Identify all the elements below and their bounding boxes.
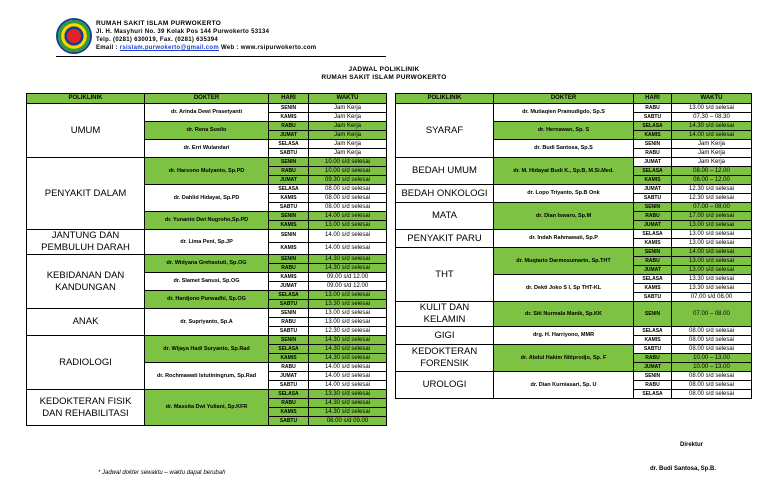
schedule-day: JUMAT xyxy=(634,185,672,194)
schedule-day: RABU xyxy=(269,363,309,372)
schedule-day: KAMIS xyxy=(634,336,672,345)
schedule-time: 07.00 – 08.00 xyxy=(672,302,752,327)
poliklinik-name: KEDOKTERAN FISIK DAN REHABILITASI xyxy=(27,390,145,426)
schedule-table-left xyxy=(26,93,387,426)
schedule-time: 14.00 s/d selesai xyxy=(309,372,387,381)
doctor-name: dr. Yunanto Dwi Nugroho,Sp.PD xyxy=(145,212,269,230)
poliklinik-name: SYARAF xyxy=(396,104,494,158)
poliklinik-name: BEDAH UMUM xyxy=(396,158,494,185)
schedule-day: RABU xyxy=(634,257,672,266)
email-link[interactable]: rsislam.purwokerto@gmail.com xyxy=(119,45,220,51)
col-poliklinik: POLIKLINIK xyxy=(27,94,145,104)
schedule-time: Jam Kerja xyxy=(672,140,752,149)
poliklinik-name: RADIOLOGI xyxy=(27,336,145,390)
schedule-time: 14.00 s/d selesai xyxy=(309,363,387,372)
doctor-name: dr. Dian Iswaro, Sp.M xyxy=(494,203,634,230)
schedule-row xyxy=(27,336,387,345)
schedule-day: RABU xyxy=(634,212,672,221)
schedule-day: SELASA xyxy=(634,230,672,239)
poliklinik-name: KULIT DAN KELAMIN xyxy=(396,302,494,327)
schedule-day: SENIN xyxy=(269,230,309,243)
schedule-time: 13.00 s/d selesai xyxy=(309,221,387,230)
schedule-time: 13.00 s/d selesai xyxy=(672,221,752,230)
footnote: * Jadwal dokter sewaktu – waktu dapat berubah xyxy=(98,470,226,476)
col-dokter: DOKTER xyxy=(494,94,634,104)
poliklinik-name: KEBIDANAN DAN KANDUNGAN xyxy=(27,255,145,309)
schedule-row xyxy=(27,230,387,243)
schedule-day: SENIN xyxy=(269,104,309,113)
schedule-day: KAMIS xyxy=(269,273,309,282)
schedule-time: Jam Kerja xyxy=(309,113,387,122)
schedule-day: SABTU xyxy=(634,345,672,354)
schedule-row xyxy=(396,302,752,327)
doctor-name: dr. Abdul Hakim Nitiprodjo, Sp. F xyxy=(494,345,634,372)
poliklinik-name: BEDAH ONKOLOGI xyxy=(396,185,494,203)
schedule-time: 08.00 s/d selesai xyxy=(309,194,387,203)
schedule-day: JUMAT xyxy=(269,176,309,185)
schedule-title: JADWAL POLIKLINIK xyxy=(348,66,420,73)
schedule-day: KAMIS xyxy=(634,284,672,293)
schedule-time: 08.00 s/d selesai xyxy=(672,390,752,399)
schedule-row xyxy=(396,104,752,113)
schedule-day: SABTU xyxy=(269,327,309,336)
schedule-time: 14.30 s/d selesai xyxy=(309,336,387,345)
schedule-time: 14.00 s/d selesai xyxy=(309,230,387,243)
schedule-time: Jam Kerja xyxy=(309,104,387,113)
col-poliklinik: POLIKLINIK xyxy=(396,94,494,104)
col-waktu: WAKTU xyxy=(309,94,387,104)
schedule-time: 12.30 s/d selesai xyxy=(309,327,387,336)
schedule-day: SENIN xyxy=(634,302,672,327)
poliklinik-name: JANTUNG DAN PEMBULUH DARAH xyxy=(27,230,145,255)
schedule-time: 08.00 s/d selesai xyxy=(309,185,387,194)
doctor-name: dr. Lima Peni, Sp.JP xyxy=(145,230,269,255)
schedule-time: 14.00 s/d selesai xyxy=(309,242,387,255)
doctor-name: dr. Slamet Sanusi, Sp.OG xyxy=(145,273,269,291)
schedule-row xyxy=(396,327,752,336)
schedule-row xyxy=(27,104,387,113)
schedule-time: Jam Kerja xyxy=(309,149,387,158)
schedule-day: KAMIS xyxy=(269,242,309,255)
schedule-time: 08.00 s/d selesai xyxy=(672,372,752,381)
schedule-day: SENIN xyxy=(269,336,309,345)
schedule-day: KAMIS xyxy=(269,113,309,122)
schedule-day: JUMAT xyxy=(634,221,672,230)
email-label: Email : xyxy=(96,45,118,51)
doctor-name: dr. Lopo Triyanto, Sp.B Onk xyxy=(494,185,634,203)
schedule-day: RABU xyxy=(269,264,309,273)
schedule-day: SELASA xyxy=(269,140,309,149)
schedule-time: 10.00 s/d selesai xyxy=(309,167,387,176)
hospital-logo xyxy=(56,18,92,54)
schedule-time: 14.30 s/d selesai xyxy=(309,399,387,408)
schedule-time: 14.30 s/d selesai xyxy=(309,408,387,417)
doctor-name: dr. Widyana Grehastuti, Sp.OG xyxy=(145,255,269,273)
hospital-contact xyxy=(96,44,316,52)
schedule-row xyxy=(27,390,387,399)
schedule-time: 14.30 s/d selesai xyxy=(672,122,752,131)
schedule-day: SABTU xyxy=(634,293,672,302)
doctor-name: dr. Muqtario Darmosumarto, Sp.THT xyxy=(494,248,634,275)
doctor-name: dr. Dian Kurniasari, Sp. U xyxy=(494,372,634,399)
doctor-name: dr. Erri Wulandari xyxy=(145,140,269,158)
schedule-time: 13.00 s/d selesai xyxy=(672,104,752,113)
poliklinik-name: THT xyxy=(396,248,494,302)
schedule-day: SELASA xyxy=(269,185,309,194)
doctor-name: dr. Dekti Joko S I, Sp THT-KL xyxy=(494,275,634,302)
schedule-day: KAMIS xyxy=(269,354,309,363)
schedule-day: SELASA xyxy=(269,390,309,399)
schedule-day: RABU xyxy=(634,104,672,113)
schedule-time: 10.00 – 13.00 xyxy=(672,363,752,372)
schedule-row xyxy=(27,158,387,167)
schedule-day: SABTU xyxy=(269,381,309,390)
col-hari: HARI xyxy=(269,94,309,104)
director-label: Direktur xyxy=(680,442,704,448)
doctor-name: dr. Arinda Dewi Prasetyanti xyxy=(145,104,269,122)
poliklinik-name: GIGI xyxy=(396,327,494,345)
schedule-day: SABTU xyxy=(269,417,309,426)
doctor-name: dr. Mutiaqien Pramudigdo, Sp.S xyxy=(494,104,634,122)
schedule-day: JUMAT xyxy=(269,282,309,291)
schedule-time: 08.00 s/d 09.00 xyxy=(309,417,387,426)
poliklinik-name: KEDOKTERAN FORENSIK xyxy=(396,345,494,372)
schedule-day: SABTU xyxy=(634,113,672,122)
schedule-day: KAMIS xyxy=(269,408,309,417)
schedule-time: 13.00 s/d selesai xyxy=(672,266,752,275)
schedule-day: SENIN xyxy=(634,248,672,257)
schedule-subtitle: RUMAH SAKIT ISLAM PURWOKERTO xyxy=(321,74,447,81)
schedule-day: KAMIS xyxy=(269,221,309,230)
schedule-time: 13.00 s/d selesai xyxy=(309,309,387,318)
schedule-day: KAMIS xyxy=(634,131,672,140)
schedule-time: 09.00 s/d 12.00 xyxy=(309,273,387,282)
schedule-time: 14.00 s/d selesai xyxy=(309,381,387,390)
doctor-name: dr. Wijaya Hadi Suryanto, Sp.Rad xyxy=(145,336,269,363)
schedule-day: KAMIS xyxy=(634,239,672,248)
doctor-name: dr. Supriyanto, Sp.A xyxy=(145,309,269,336)
schedule-time: 14.30 s/d selesai xyxy=(309,345,387,354)
schedule-day: SELASA xyxy=(269,345,309,354)
schedule-day: SELASA xyxy=(634,167,672,176)
hospital-address: Jl. H. Masyhuri No. 39 Kolak Pos 144 Purwokerto 53134 xyxy=(96,29,270,35)
schedule-day: SELASA xyxy=(269,291,309,300)
schedule-day: RABU xyxy=(634,149,672,158)
schedule-day: SABTU xyxy=(269,149,309,158)
schedule-table-right xyxy=(395,93,752,399)
schedule-day: RABU xyxy=(269,318,309,327)
schedule-time: 10.00 – 13.00 xyxy=(672,354,752,363)
schedule-time: 07.00 s/d 08.00 xyxy=(672,293,752,302)
doctor-name: drg. H. Harriyono, MMR xyxy=(494,327,634,345)
schedule-time: 08.00 s/d selesai xyxy=(672,345,752,354)
schedule-time: 13.00 s/d selesai xyxy=(672,257,752,266)
schedule-row xyxy=(396,345,752,354)
schedule-time: 13.30 s/d selesai xyxy=(672,275,752,284)
hospital-header xyxy=(96,20,316,52)
schedule-time: 09.00 s/d 12.00 xyxy=(309,282,387,291)
poliklinik-name: MATA xyxy=(396,203,494,230)
schedule-time: Jam Kerja xyxy=(309,140,387,149)
schedule-row xyxy=(396,248,752,257)
schedule-day: JUMAT xyxy=(634,266,672,275)
schedule-day: JUMAT xyxy=(634,158,672,167)
schedule-time: 17.00 s/d selesai xyxy=(672,212,752,221)
poliklinik-name: ANAK xyxy=(27,309,145,336)
schedule-time: 14.00 s/d selesai xyxy=(672,248,752,257)
header-rule xyxy=(56,56,386,57)
schedule-time: 13.00 s/d selesai xyxy=(309,318,387,327)
schedule-day: KAMIS xyxy=(269,194,309,203)
schedule-time: 13.30 s/d selesai xyxy=(309,300,387,309)
schedule-time: 14.30 s/d selesai xyxy=(309,354,387,363)
poliklinik-name: PENYAKIT PARU xyxy=(396,230,494,248)
schedule-row xyxy=(27,255,387,264)
schedule-time: 08.00 s/d selesai xyxy=(309,203,387,212)
schedule-time: Jam Kerja xyxy=(309,122,387,131)
schedule-time: Jam Kerja xyxy=(672,149,752,158)
schedule-time: 13.00 s/d selesai xyxy=(309,291,387,300)
schedule-row xyxy=(396,230,752,239)
doctor-name: dr. Indah Rahmawati, Sp.P xyxy=(494,230,634,248)
schedule-day: SENIN xyxy=(634,372,672,381)
schedule-time: 08.00 – 12.00 xyxy=(672,167,752,176)
schedule-day: RABU xyxy=(269,399,309,408)
doctor-name: dr. M. Hidayat Budi K., Sp.B, M.Si.Med. xyxy=(494,158,634,185)
doctor-name: dr. Dahlid Hidayat, Sp.PD xyxy=(145,185,269,212)
schedule-time: 14.00 s/d selesai xyxy=(672,131,752,140)
doctor-name: dr. Siti Nurmala Manik, Sp.KK xyxy=(494,302,634,327)
schedule-day: KAMIS xyxy=(634,176,672,185)
schedule-time: 14.00 s/d selesai xyxy=(309,212,387,221)
schedule-day: SENIN xyxy=(269,212,309,221)
schedule-time: 08.00 s/d selesai xyxy=(672,327,752,336)
poliklinik-name: PENYAKIT DALAM xyxy=(27,158,145,230)
director-name: dr. Budi Santosa, Sp.B. xyxy=(650,466,717,472)
poliklinik-name: UMUM xyxy=(27,104,145,158)
schedule-day: SELASA xyxy=(634,327,672,336)
schedule-time: 13.00 s/d selesai xyxy=(672,230,752,239)
doctor-name: dr. Rochmawati Istutiningrum, Sp.Rad xyxy=(145,363,269,390)
schedule-day: SENIN xyxy=(269,255,309,264)
website: Web : www.rsipurwokerto.com xyxy=(221,45,317,51)
schedule-row xyxy=(396,203,752,212)
doctor-name: dr. Hardjono Purwadhi, Sp.OG xyxy=(145,291,269,309)
schedule-day: SENIN xyxy=(634,203,672,212)
schedule-day: RABU xyxy=(634,381,672,390)
hospital-name: RUMAH SAKIT ISLAM PURWOKERTO xyxy=(96,20,222,27)
doctor-name: dr. Rena Susilo xyxy=(145,122,269,140)
schedule-time: 12.30 s/d selesai xyxy=(672,185,752,194)
schedule-day: SABTU xyxy=(269,300,309,309)
schedule-day: JUMAT xyxy=(269,131,309,140)
schedule-day: RABU xyxy=(269,122,309,131)
schedule-time: 10.00 s/d selesai xyxy=(309,158,387,167)
schedule-day: JUMAT xyxy=(269,372,309,381)
schedule-row xyxy=(27,309,387,318)
doctor-name: dr. Massita Dwi Yuliani, Sp.KFR xyxy=(145,390,269,426)
schedule-day: RABU xyxy=(634,354,672,363)
schedule-time: 08.00 s/d selesai xyxy=(672,336,752,345)
schedule-row xyxy=(396,185,752,194)
schedule-time: 13.30 s/d selesai xyxy=(672,284,752,293)
schedule-time: 14.30 s/d selesai xyxy=(309,264,387,273)
schedule-day: SELASA xyxy=(634,275,672,284)
schedule-time: Jam Kerja xyxy=(672,158,752,167)
schedule-day: SABTU xyxy=(269,203,309,212)
schedule-time: 07.00 – 08.00 xyxy=(672,203,752,212)
doctor-name: dr. Hernawan, Sp. S xyxy=(494,122,634,140)
col-hari: HARI xyxy=(634,94,672,104)
schedule-time: 09.30 s/d selesai xyxy=(309,176,387,185)
doctor-name: dr. Harsono Mulyanto, Sp.PD xyxy=(145,158,269,185)
schedule-time: 13.30 s/d selesai xyxy=(309,390,387,399)
schedule-row xyxy=(396,372,752,381)
doctor-name: dr. Budi Santosa, Sp.S xyxy=(494,140,634,158)
schedule-day: RABU xyxy=(269,167,309,176)
schedule-time: 13.00 s/d selesai xyxy=(672,239,752,248)
schedule-time: 12.30 s/d selesai xyxy=(672,194,752,203)
schedule-time: 07.30 – 08.30 xyxy=(672,113,752,122)
col-dokter: DOKTER xyxy=(145,94,269,104)
schedule-day: SABTU xyxy=(634,194,672,203)
schedule-row xyxy=(396,158,752,167)
schedule-time: Jam Kerja xyxy=(309,131,387,140)
hospital-phone: Telp. (0281) 630019, Fax. (0281) 635394 xyxy=(96,37,218,43)
schedule-day: SENIN xyxy=(269,158,309,167)
schedule-time: 08.00 s/d selesai xyxy=(672,381,752,390)
schedule-time: 14.30 s/d selesai xyxy=(309,255,387,264)
schedule-day: JUMAT xyxy=(634,363,672,372)
schedule-day: SELASA xyxy=(634,390,672,399)
schedule-day: SENIN xyxy=(634,140,672,149)
schedule-day: SELASA xyxy=(634,122,672,131)
schedule-time: 08.00 – 12.00 xyxy=(672,176,752,185)
poliklinik-name: UROLOGI xyxy=(396,372,494,399)
col-waktu: WAKTU xyxy=(672,94,752,104)
schedule-day: SENIN xyxy=(269,309,309,318)
